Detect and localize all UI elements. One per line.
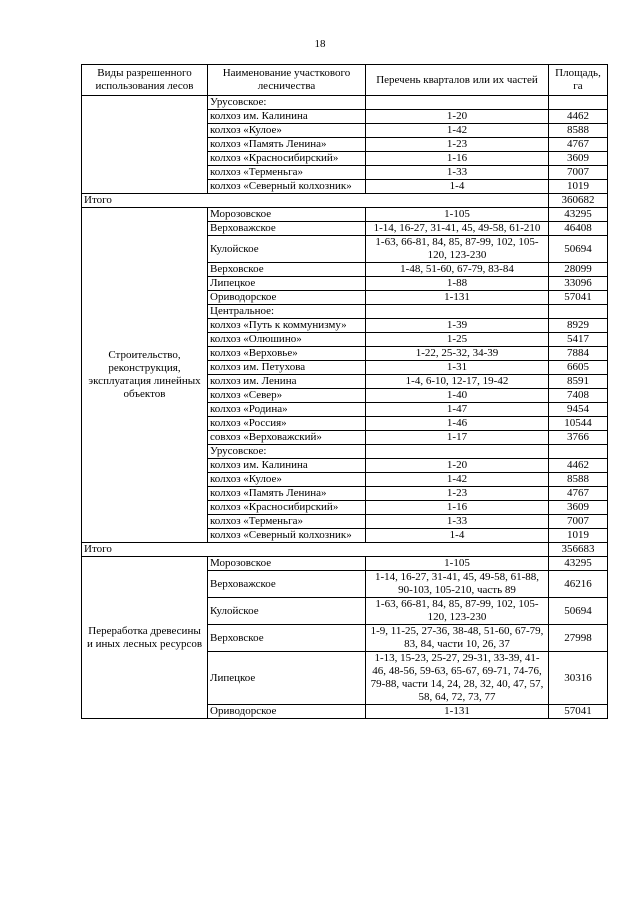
header-area: Площадь, га bbox=[549, 65, 608, 96]
forestry-name-cell: колхоз «Память Ленина» bbox=[208, 487, 366, 501]
area-cell: 50694 bbox=[549, 236, 608, 263]
quarters-cell: 1-42 bbox=[366, 124, 549, 138]
area-cell: 46408 bbox=[549, 222, 608, 236]
area-cell: 28099 bbox=[549, 263, 608, 277]
forestry-name-cell: колхоз «Путь к коммунизму» bbox=[208, 319, 366, 333]
quarters-cell: 1-23 bbox=[366, 138, 549, 152]
area-cell: 43295 bbox=[549, 557, 608, 571]
area-cell: 57041 bbox=[549, 291, 608, 305]
forestry-name-cell: колхоз «Красносибирский» bbox=[208, 152, 366, 166]
use-type-cell: Переработка древесины и иных лесных ресурсов bbox=[82, 557, 208, 719]
area-cell: 3766 bbox=[549, 431, 608, 445]
quarters-cell: 1-14, 16-27, 31-41, 45, 49-58, 61-88, 90-103, 105-210, часть 89 bbox=[366, 571, 549, 598]
area-cell: 8588 bbox=[549, 124, 608, 138]
area-cell: 5417 bbox=[549, 333, 608, 347]
area-cell: 9454 bbox=[549, 403, 608, 417]
area-cell: 3609 bbox=[549, 152, 608, 166]
quarters-cell: 1-63, 66-81, 84, 85, 87-99, 102, 105-120, 123-230 bbox=[366, 598, 549, 625]
quarters-cell bbox=[366, 96, 549, 110]
forestry-name-cell: колхоз «Родина» bbox=[208, 403, 366, 417]
quarters-cell: 1-63, 66-81, 84, 85, 87-99, 102, 105-120, 123-230 bbox=[366, 236, 549, 263]
forestry-name-cell: колхоз им. Ленина bbox=[208, 375, 366, 389]
total-label: Итого bbox=[82, 543, 549, 557]
forestry-name-cell: колхоз «Северный колхозник» bbox=[208, 529, 366, 543]
total-row bbox=[82, 194, 608, 208]
forestry-name-cell: Верховское bbox=[208, 263, 366, 277]
forestry-name-cell: Ориводорское bbox=[208, 705, 366, 719]
area-cell: 33096 bbox=[549, 277, 608, 291]
table-body bbox=[82, 96, 608, 719]
table-row bbox=[82, 208, 608, 222]
area-cell bbox=[549, 305, 608, 319]
forestry-name-cell: Липецкое bbox=[208, 652, 366, 705]
page-number: 18 bbox=[314, 38, 326, 50]
area-cell bbox=[549, 445, 608, 459]
quarters-cell: 1-17 bbox=[366, 431, 549, 445]
area-cell: 27998 bbox=[549, 625, 608, 652]
forest-use-table bbox=[81, 64, 608, 719]
quarters-cell: 1-13, 15-23, 25-27, 29-31, 33-39, 41-46, 48-56, 59-63, 65-67, 69-71, 74-76, 79-88, части 14, 24, 28, 32, 40, 47, 57, 58, 64, 72, 73, 77 bbox=[366, 652, 549, 705]
quarters-cell: 1-105 bbox=[366, 557, 549, 571]
quarters-cell: 1-16 bbox=[366, 152, 549, 166]
area-cell: 1019 bbox=[549, 180, 608, 194]
quarters-cell: 1-47 bbox=[366, 403, 549, 417]
area-cell: 50694 bbox=[549, 598, 608, 625]
quarters-cell: 1-131 bbox=[366, 705, 549, 719]
forestry-name-cell: Морозовское bbox=[208, 208, 366, 222]
area-cell: 8591 bbox=[549, 375, 608, 389]
area-cell: 8929 bbox=[549, 319, 608, 333]
quarters-cell: 1-31 bbox=[366, 361, 549, 375]
forestry-name-cell: колхоз им. Калинина bbox=[208, 459, 366, 473]
use-type-cell bbox=[82, 96, 208, 194]
quarters-cell: 1-48, 51-60, 67-79, 83-84 bbox=[366, 263, 549, 277]
forestry-name-cell: Липецкое bbox=[208, 277, 366, 291]
forestry-name-cell: колхоз «Олюшино» bbox=[208, 333, 366, 347]
forestry-name-cell: Ориводорское bbox=[208, 291, 366, 305]
forestry-name-cell: Верховажское bbox=[208, 222, 366, 236]
quarters-cell: 1-46 bbox=[366, 417, 549, 431]
total-label: Итого bbox=[82, 194, 549, 208]
quarters-cell: 1-105 bbox=[366, 208, 549, 222]
area-cell: 10544 bbox=[549, 417, 608, 431]
forestry-name-cell: Верховажское bbox=[208, 571, 366, 598]
quarters-cell: 1-42 bbox=[366, 473, 549, 487]
quarters-cell: 1-4, 6-10, 12-17, 19-42 bbox=[366, 375, 549, 389]
header-use-type: Виды разрешенного использования лесов bbox=[82, 65, 208, 96]
area-cell: 1019 bbox=[549, 529, 608, 543]
area-cell: 46216 bbox=[549, 571, 608, 598]
forestry-name-cell: колхоз «Терменьга» bbox=[208, 166, 366, 180]
forestry-name-cell: колхоз «Терменьга» bbox=[208, 515, 366, 529]
area-cell: 4767 bbox=[549, 487, 608, 501]
quarters-cell bbox=[366, 305, 549, 319]
forestry-subheading-cell: Центральное: bbox=[208, 305, 366, 319]
forestry-name-cell: колхоз «Красносибирский» bbox=[208, 501, 366, 515]
area-cell: 8588 bbox=[549, 473, 608, 487]
quarters-cell: 1-4 bbox=[366, 529, 549, 543]
table-row bbox=[82, 96, 608, 110]
area-cell bbox=[549, 96, 608, 110]
forestry-name-cell: Морозовское bbox=[208, 557, 366, 571]
forestry-name-cell: колхоз «Память Ленина» bbox=[208, 138, 366, 152]
forestry-name-cell: колхоз «Верховье» bbox=[208, 347, 366, 361]
quarters-cell bbox=[366, 445, 549, 459]
area-cell: 7007 bbox=[549, 166, 608, 180]
header-forestry-name: Наименование участкового лесничества bbox=[208, 65, 366, 96]
table-header-row bbox=[82, 65, 608, 96]
table-row bbox=[82, 557, 608, 571]
quarters-cell: 1-33 bbox=[366, 515, 549, 529]
area-cell: 6605 bbox=[549, 361, 608, 375]
forestry-name-cell: совхоз «Верховажский» bbox=[208, 431, 366, 445]
quarters-cell: 1-88 bbox=[366, 277, 549, 291]
quarters-cell: 1-16 bbox=[366, 501, 549, 515]
quarters-cell: 1-22, 25-32, 34-39 bbox=[366, 347, 549, 361]
forestry-name-cell: колхоз «Северный колхозник» bbox=[208, 180, 366, 194]
quarters-cell: 1-40 bbox=[366, 389, 549, 403]
use-type-cell: Строительство, реконструкция, эксплуатация линейных объектов bbox=[82, 208, 208, 543]
area-cell: 4462 bbox=[549, 459, 608, 473]
area-cell: 7884 bbox=[549, 347, 608, 361]
forestry-name-cell: Кулойское bbox=[208, 598, 366, 625]
quarters-cell: 1-20 bbox=[366, 110, 549, 124]
total-area: 356683 bbox=[549, 543, 608, 557]
area-cell: 7408 bbox=[549, 389, 608, 403]
area-cell: 57041 bbox=[549, 705, 608, 719]
quarters-cell: 1-23 bbox=[366, 487, 549, 501]
area-cell: 3609 bbox=[549, 501, 608, 515]
quarters-cell: 1-9, 11-25, 27-36, 38-48, 51-60, 67-79, 83, 84, части 10, 26, 37 bbox=[366, 625, 549, 652]
area-cell: 30316 bbox=[549, 652, 608, 705]
area-cell: 4767 bbox=[549, 138, 608, 152]
total-area: 360682 bbox=[549, 194, 608, 208]
quarters-cell: 1-25 bbox=[366, 333, 549, 347]
quarters-cell: 1-20 bbox=[366, 459, 549, 473]
forestry-name-cell: колхоз им. Петухова bbox=[208, 361, 366, 375]
forestry-name-cell: Верховское bbox=[208, 625, 366, 652]
area-cell: 7007 bbox=[549, 515, 608, 529]
quarters-cell: 1-33 bbox=[366, 166, 549, 180]
quarters-cell: 1-39 bbox=[366, 319, 549, 333]
area-cell: 43295 bbox=[549, 208, 608, 222]
quarters-cell: 1-4 bbox=[366, 180, 549, 194]
forestry-subheading-cell: Урусовское: bbox=[208, 96, 366, 110]
forestry-subheading-cell: Урусовское: bbox=[208, 445, 366, 459]
forestry-name-cell: колхоз «Кулое» bbox=[208, 473, 366, 487]
quarters-cell: 1-131 bbox=[366, 291, 549, 305]
forestry-name-cell: Кулойское bbox=[208, 236, 366, 263]
forestry-name-cell: колхоз «Кулое» bbox=[208, 124, 366, 138]
quarters-cell: 1-14, 16-27, 31-41, 45, 49-58, 61-210 bbox=[366, 222, 549, 236]
forestry-name-cell: колхоз «Россия» bbox=[208, 417, 366, 431]
area-cell: 4462 bbox=[549, 110, 608, 124]
forestry-name-cell: колхоз «Север» bbox=[208, 389, 366, 403]
header-quarters: Перечень кварталов или их частей bbox=[366, 65, 549, 96]
total-row bbox=[82, 543, 608, 557]
forestry-name-cell: колхоз им. Калинина bbox=[208, 110, 366, 124]
